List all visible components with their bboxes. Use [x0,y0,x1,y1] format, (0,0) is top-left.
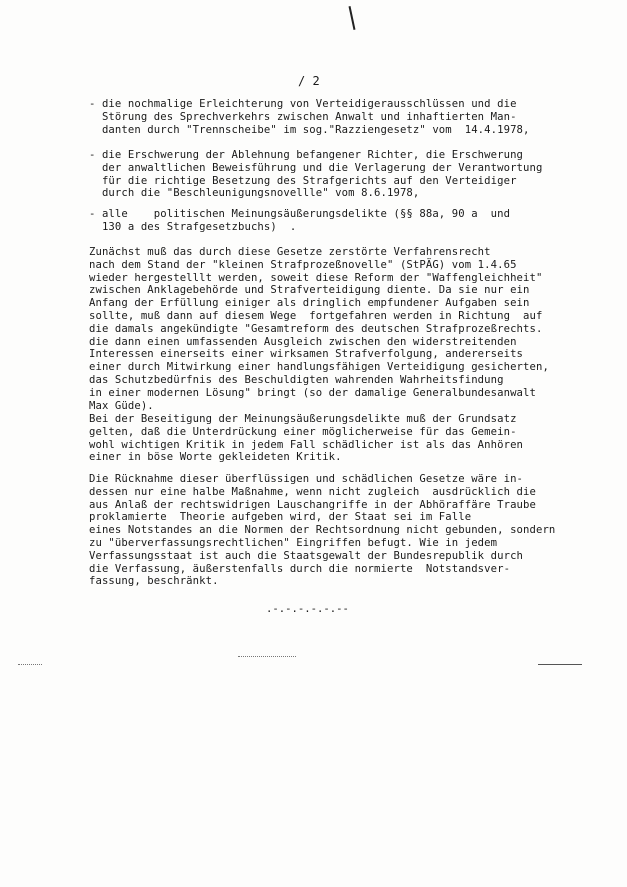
closing-separator: .-.-.-.-.-.-- [266,603,349,615]
scan-artifact [538,664,582,665]
bullet-item: - die nochmalige Erleichterung von Verteidigerausschlüssen und die Störung des Sprechverkehrs zwischen Anwalt und inhaftierten Man- danten durch "Trennscheibe" im sog."Razziengesetz" vom 14.4.1978, [89,98,530,136]
page-number: / 2 [298,74,320,88]
paragraph: Die Rücknahme dieser überflüssigen und schädlichen Gesetze wäre in- dessen nur eine halbe Maßnahme, wenn nicht zugleich ausdrücklich die aus Anlaß der rechtswidrigen Lauschangriffe in der Abhöraffäre Traube proklamierte Theorie aufgeben wird, der Staat sei im Falle eines Notstandes an die Normen der Rechtsordnung nicht gebunden, sondern zu "überverfassungsrechtlichen" Eingriffen befugt. Wie in jedem Verfassungsstaat ist auch die Staatsgewalt der Bundesrepublik durch die Verfassung, äußerstenfalls durch die normierte Notstandsver- fassung, beschränkt. [89,473,556,588]
paragraph: Bei der Beseitigung der Meinungsäußerungsdelikte muß der Grundsatz gelten, daß die Unterdrückung einer möglicherweise für das Gemein- wohl wichtigen Kritik in jedem Fall schädlicher ist als das Anhören einer in böse Worte gekleideten Kritik. [89,413,524,464]
bullet-item: - die Erschwerung der Ablehnung befangener Richter, die Erschwerung der anwaltlichen Beweisführung und die Verlagerung der Verantwortung für die richtige Besetzung des Strafgerichts auf den Verteidiger durch die "Beschleunigungsnovellle" vom 8.6.1978, [89,149,543,200]
scan-artifact [18,664,42,665]
paragraph: Zunächst muß das durch diese Gesetze zerstörte Verfahrensrecht nach dem Stand der "kleinen Strafprozeßnovelle" (StPÄG) vom 1.4.65 wieder hergestelllt werden, soweit diese Reform der "Waffengleichheit" zwischen Anklagebehörde und Strafverteidigung diente. Da sie nur ein Anfang der Erfüllung einiger als dringlich empfundener Aufgaben sein sollte, muß dann auf diesem Wege fortgefahren werden in Richtung auf die damals angekündigte "Gesamtreform des deutschen Strafprozeßrechts. die dann einen umfassenden Ausgleich zwischen den widerstreitenden Interessen einerseits einer wirksamen Strafverfolgung, andererseits einer durch Mitwirkung einer handlungsfähigen Verteidigung gesicherten, das Schutzbedürfnis des Beschuldigten wahrenden Wahrheitsfindung in einer modernen Lösung" bringt (so der damalige Generalbundesanwalt Max Güde). [89,246,549,412]
scan-mark [349,6,356,30]
scan-artifact [238,656,296,657]
bullet-item: - alle politischen Meinungsäußerungsdelikte (§§ 88a, 90 a und 130 a des Strafgesetzbuchs) . [89,208,511,233]
